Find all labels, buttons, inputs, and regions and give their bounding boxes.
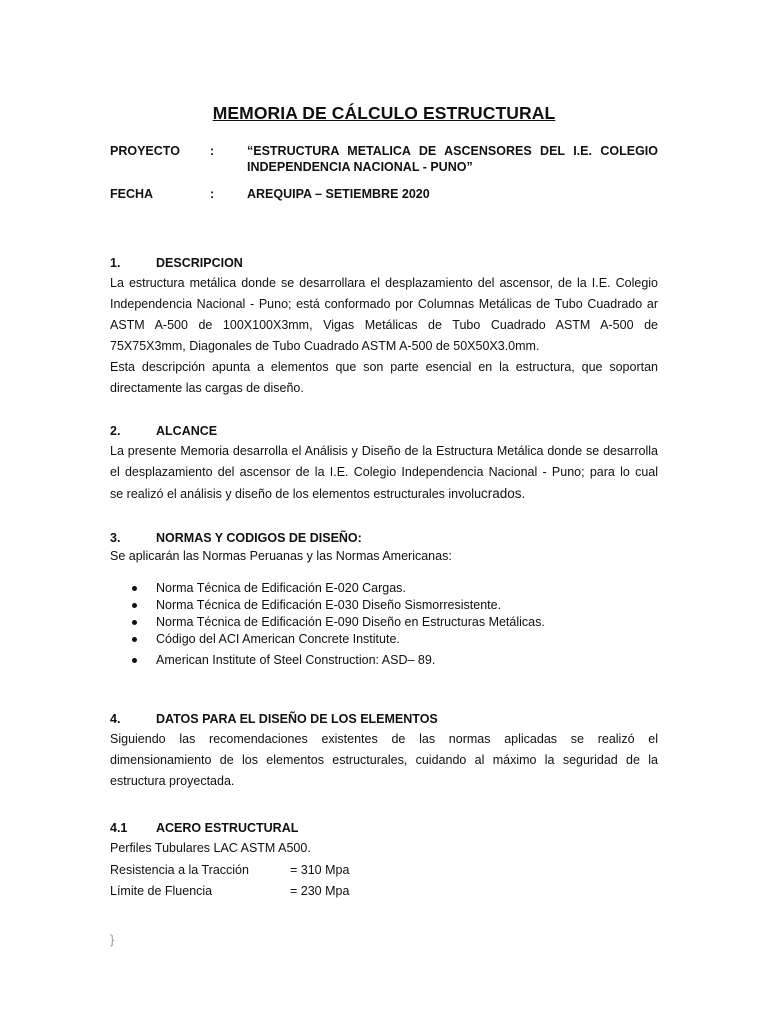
section-heading-datos	[110, 711, 438, 727]
bullet-icon	[132, 637, 137, 642]
property-value: = 230 Mpa	[290, 884, 350, 898]
list-item-text: American Institute of Steel Construction: ASD– 89.	[156, 653, 436, 667]
section-heading-descripcion	[110, 255, 243, 271]
paragraph-line: Siguiendo las recomendaciones existentes de las normas aplicadas se realizó el	[110, 732, 658, 746]
paragraph-line: Esta descripción apunta a elementos que son parte esencial en la estructura, que soportan	[110, 360, 658, 374]
section-title: ACERO ESTRUCTURAL	[156, 821, 299, 835]
proyecto-label: PROYECTO	[110, 144, 180, 158]
property-label: Límite de Fluencia	[110, 884, 213, 898]
document-title: MEMORIA DE CÁLCULO ESTRUCTURAL	[212, 103, 556, 123]
section-heading-normas	[110, 530, 362, 546]
property-value: = 310 Mpa	[290, 863, 350, 877]
bullet-icon	[132, 620, 137, 625]
proyecto-value-line: “ESTRUCTURA METALICA DE ASCENSORES DEL I.E. COLEGIO	[247, 144, 658, 158]
paragraph-line: La presente Memoria desarrolla el Análisis y Diseño de la Estructura Metálica donde se desarrolla	[110, 444, 658, 458]
stray-brace-mark: }	[110, 932, 115, 947]
datos-paragraph	[110, 729, 658, 792]
section-title: DESCRIPCION	[156, 256, 243, 270]
list-item-text: Código del ACI American Concrete Institute.	[156, 632, 400, 646]
paragraph-line	[110, 483, 658, 505]
paragraph-line-part: se realizó el análisis y diseño de los elementos estructurales involu	[110, 487, 482, 501]
section-heading-acero	[110, 820, 298, 836]
section-number: 2.	[110, 424, 121, 438]
normas-intro	[110, 546, 658, 567]
paragraph-line: 75X75X3mm, Diagonales de Tubo Cuadrado ASTM A-500 de 50X50X3.0mm.	[110, 339, 540, 353]
fecha-value: AREQUIPA – SETIEMBRE 2020	[247, 187, 430, 201]
paragraph-line: directamente las cargas de diseño.	[110, 381, 304, 395]
bullet-icon	[132, 658, 137, 663]
perfiles-line: Perfiles Tubulares LAC ASTM A500.	[110, 841, 311, 855]
section-number: 3.	[110, 531, 121, 545]
paragraph-line: dimensionamiento de los elementos estructurales, cuidando al máximo la seguridad de la	[110, 753, 658, 767]
descripcion-paragraph	[110, 273, 658, 399]
section-title: NORMAS Y CODIGOS DE DISEÑO:	[156, 531, 362, 545]
fecha-colon: :	[210, 187, 215, 201]
property-row	[110, 883, 350, 899]
proyecto-value	[247, 143, 658, 175]
list-item-text: Norma Técnica de Edificación E-090 Diseño en Estructuras Metálicas.	[156, 615, 545, 629]
property-label: Resistencia a la Tracción	[110, 863, 249, 877]
property-row	[110, 862, 350, 878]
paragraph-line: La estructura metálica donde se desarrollara el desplazamiento del ascensor, de la I.E. Colegio	[110, 276, 658, 290]
bullet-icon	[132, 603, 137, 608]
section-title: DATOS PARA EL DISEÑO DE LOS ELEMENTOS	[156, 712, 438, 726]
paragraph-line: Independencia Nacional - Puno; está conformado por Columnas Metálicas de Tubo Cuadrado ar	[110, 297, 658, 311]
proyecto-value-line: INDEPENDENCIA NACIONAL - PUNO”	[247, 160, 473, 174]
paragraph-line: Se aplicarán las Normas Peruanas y las Normas Americanas:	[110, 549, 452, 563]
paragraph-line: estructura proyectada.	[110, 774, 235, 788]
bullet-icon	[132, 586, 137, 591]
section-number: 1.	[110, 256, 121, 270]
section-title: ALCANCE	[156, 424, 218, 438]
paragraph-line-part: crados.	[481, 486, 526, 501]
paragraph-line: ASTM A-500 de 100X100X3mm, Vigas Metálicas de Tubo Cuadrado ASTM A-500 de	[110, 318, 658, 332]
list-item-text: Norma Técnica de Edificación E-020 Cargas.	[156, 581, 406, 595]
section-heading-alcance	[110, 423, 217, 439]
paragraph-line: el desplazamiento del ascensor de la I.E. Colegio Independencia Nacional - Puno; para lo cual	[110, 465, 658, 479]
proyecto-colon: :	[210, 144, 215, 158]
alcance-paragraph	[110, 441, 658, 505]
section-number: 4.	[110, 712, 121, 726]
section-number: 4.1	[110, 821, 128, 835]
fecha-label: FECHA	[110, 187, 154, 201]
list-item-text: Norma Técnica de Edificación E-030 Diseño Sismorresistente.	[156, 598, 502, 612]
